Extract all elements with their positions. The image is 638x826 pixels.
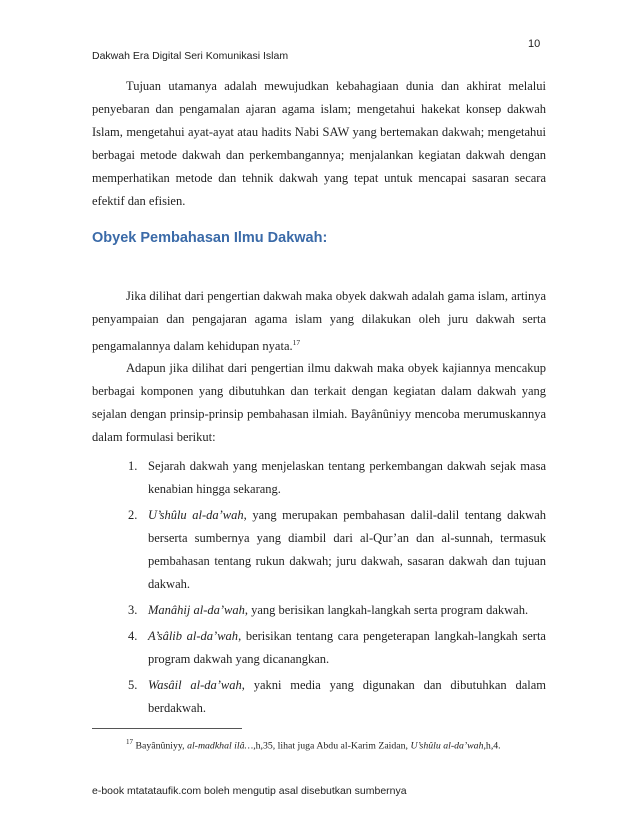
list-item [128,674,546,720]
list-text: , yakni media yang digunakan dan dibutuhkan dalam berdakwah. [148,678,546,715]
list-text: , yang merupakan pembahasan dalil-dalil tentang dakwah berserta sumbernya yang diambil dari al-Qur’an dan al-sunnah, termasuk pembahasan tentang rukun dakwah; juru dakwah, sasaran dakwah dan tujuan dakwah. [148,508,546,591]
paragraph-line: dakwah dengan memperhatikan metode dan tehnik dakwah yang tepat untuk mencapai [92,148,546,185]
list-term: U’shûlu al-da’wah [148,508,244,522]
list-term: Manâhij al-da’wah [148,603,245,617]
list-item [128,625,546,671]
footnote-text: Bayânûniyy, [135,740,188,752]
list-term: Wasâil al-da’wah [148,678,242,692]
list-item [128,599,546,622]
paragraph-line: merumuskannya dalam formulasi berikut: [92,407,546,444]
footnote-text: ,h,4. [483,740,501,752]
footnote-title: al-madkhal ilâ… [187,740,254,752]
footnote-separator [92,728,242,729]
list-number: 3. [128,603,138,617]
section-heading: Obyek Pembahasan Ilmu Dakwah: [92,230,328,246]
list-number: 5. [128,678,138,692]
paragraph-line: Islam, mengetahui ayat-ayat atau hadits Nabi SAW yang bertemakan dakwah; [92,125,485,139]
list-number: 1. [128,459,138,473]
paragraph-object-dakwah [92,285,546,358]
list-number: 2. [128,508,138,522]
paragraph-line: mencakup berbagai komponen yang dibutuhkan dan terkait dengan kegiatan dalam [92,361,547,398]
paragraph-line: pengamalannya dalam kehidupan nyata. [92,339,293,354]
footnote-reference[interactable]: 17 [292,338,301,347]
footnote-text: ,h,35, lihat juga Abdu al-Karim Zaidan, [253,740,411,752]
list-number: 4. [128,629,138,643]
formulation-list [128,455,546,723]
footnote-number: 17 [126,738,133,746]
list-text: , yang berisikan langkah-langkah serta program dakwah. [244,603,529,617]
list-term: A’sâlib al-da’wah [148,629,239,643]
paragraph-line: mengetahui berbagai metode dakwah dan perkembangannya; menjalankan kegiatan [92,125,546,162]
paragraph-line: penyebaran dan pengamalan ajaran agama islam; mengetahui hakekat konsep dakwah [92,102,546,116]
paragraph-line: artinya penyampaian dan pengajaran agama islam yang dilakukan oleh juru dakwah serta [92,289,546,326]
paragraph-line: dakwah yang sejalan dengan prinsip-prinsip pembahasan ilmiah. Bayânûniyy mencoba [92,384,547,421]
paragraph-object-ilmu-dakwah [92,357,546,449]
running-header: Dakwah Era Digital Seri Komunikasi Islam [92,50,289,62]
footnote-title: U’shûlu al-da’wah [410,740,484,752]
paragraph-line: sasaran secara efektif dan efisien. [92,171,547,208]
list-text: Sejarah dakwah yang menjelaskan tentang perkembangan dakwah sejak masa kenabian hingga sekarang. [148,459,546,496]
list-item [128,504,546,596]
page-number: 10 [528,38,541,50]
footnote [126,738,501,751]
page-footer: e-book mtatataufik.com boleh mengutip asal disebutkan sumbernya [92,785,407,797]
paragraph-line: Jika dilihat dari pengertian dakwah maka obyek dakwah adalah gama islam, [126,289,509,303]
list-text: , berisikan tentang cara pengeterapan langkah-langkah serta program dakwah yang dicanangkan. [148,629,546,666]
paragraph-line: Adapun jika dilihat dari pengertian ilmu dakwah maka obyek kajiannya [126,361,491,375]
list-item [128,455,546,501]
paragraph-objectives [92,75,546,213]
paragraph-line: Tujuan utamanya adalah mewujudkan kebahagiaan dunia dan akhirat melalui [126,79,546,93]
